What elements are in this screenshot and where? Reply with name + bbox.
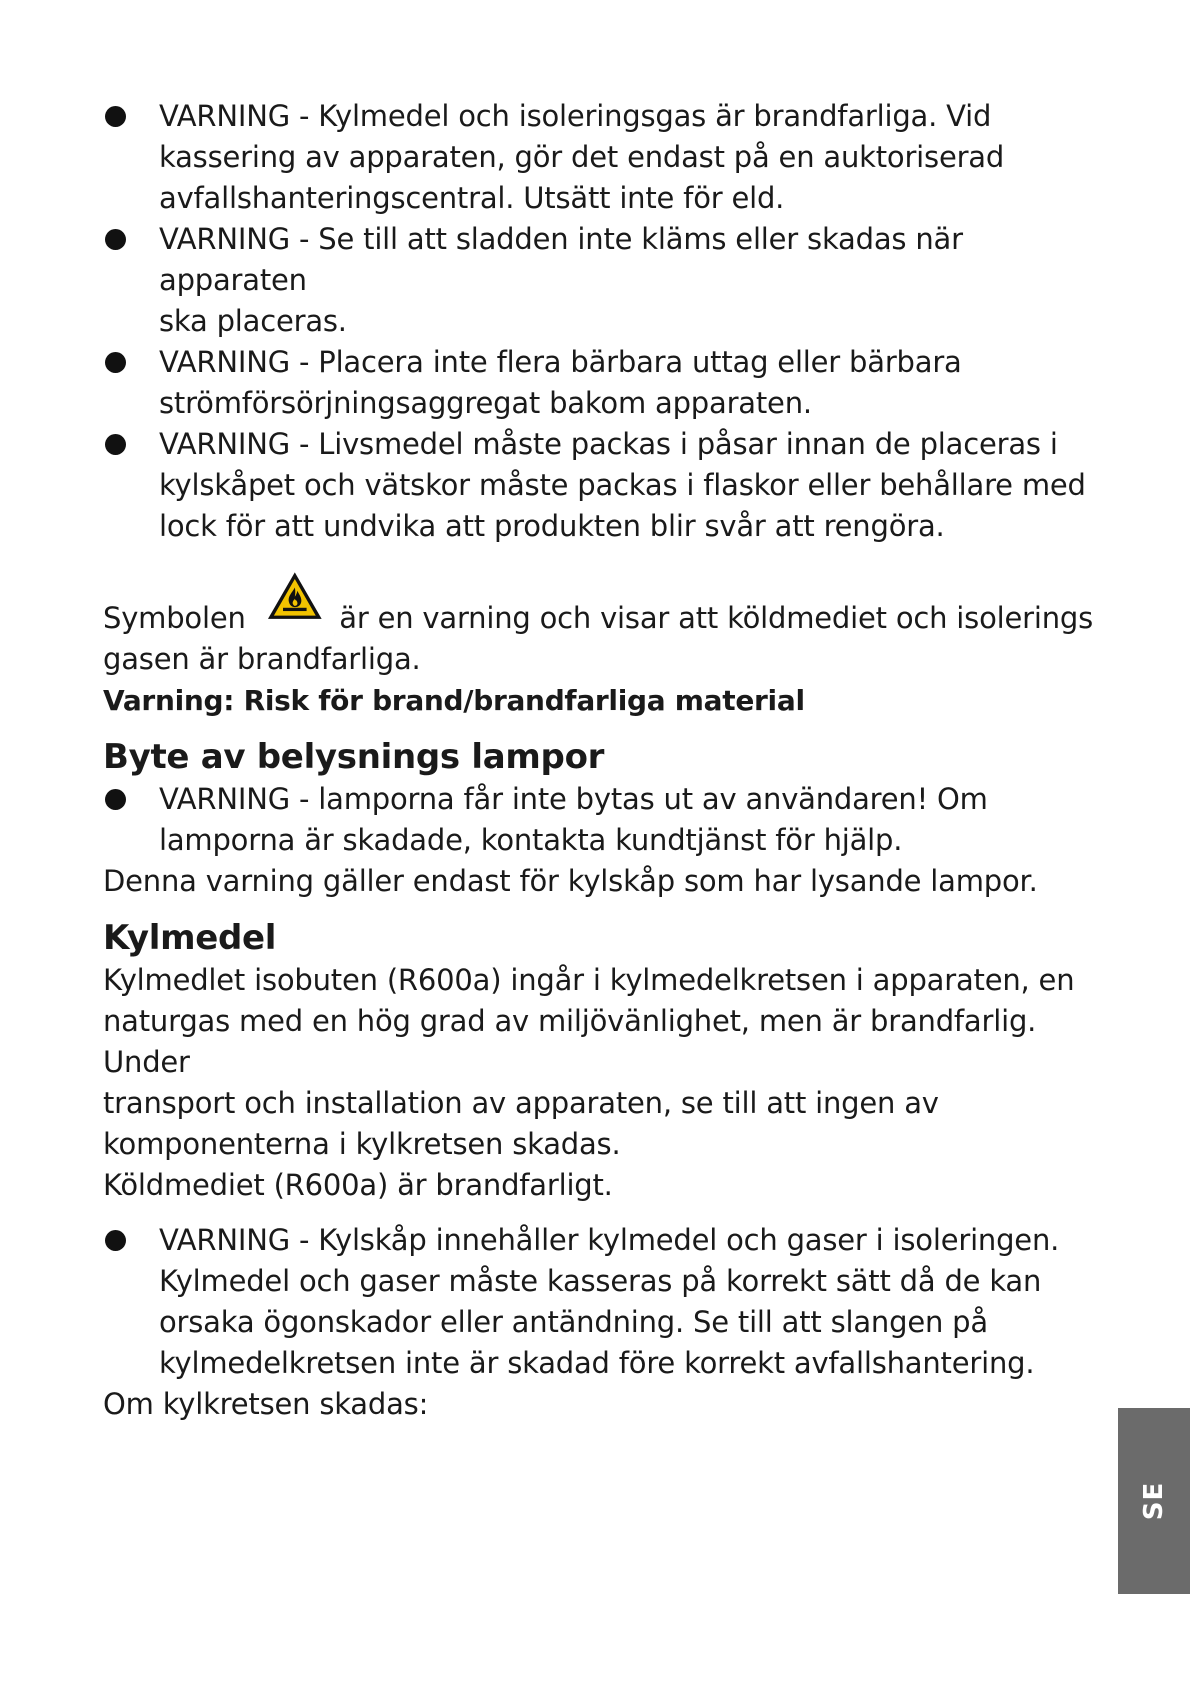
symbol-text-after: är en varning och visar att köldmediet och isolerings xyxy=(339,601,1093,635)
refrigerant-body-line: Köldmediet (R600a) är brandfarligt. xyxy=(103,1168,613,1202)
warning-line: Kylmedel och gaser måste kasseras på korrekt sätt då de kan xyxy=(159,1264,1042,1298)
warning-line: lock för att undvika att produkten blir svår att rengöra. xyxy=(159,509,945,543)
language-tab-label: SE xyxy=(1139,1481,1169,1521)
lamp-note: Denna varning gäller endast för kylskåp som har lysande lampor. xyxy=(103,864,1038,898)
spacer xyxy=(103,1206,1093,1220)
warning-line: VARNING - Se till att sladden inte kläms eller skadas när apparaten xyxy=(159,222,963,297)
refrigerant-warning-bullet xyxy=(103,1220,1093,1384)
refrigerant-body-line: transport och installation av apparaten, se till att ingen av xyxy=(103,1086,939,1120)
warning-line: kassering av apparaten, gör det endast på en auktoriserad xyxy=(159,140,1005,174)
warning-bullet-1 xyxy=(103,96,1093,219)
bullet-dot-icon xyxy=(105,1230,126,1251)
warning-line: avfallshanteringscentral. Utsätt inte för eld. xyxy=(159,181,785,215)
lamp-warning-bullet xyxy=(103,779,1093,861)
refrigerant-body-line: naturgas med en hög grad av miljövänlighet, men är brandfarlig. Under xyxy=(103,1004,1037,1079)
warning-line: lamporna är skadade, kontakta kundtjänst för hjälp. xyxy=(159,823,903,857)
bullet-dot-icon xyxy=(105,229,126,250)
symbol-text-before: Symbolen xyxy=(103,601,246,635)
lamp-section-heading: Byte av belysnings lampor xyxy=(103,737,605,777)
bullet-dot-icon xyxy=(105,789,126,810)
warning-line: strömförsörjningsaggregat bakom apparaten. xyxy=(159,386,812,420)
warning-line: ska placeras. xyxy=(159,304,347,338)
warning-bullet-2 xyxy=(103,219,1093,342)
language-side-tab xyxy=(1118,1408,1190,1594)
warning-line: orsaka ögonskador eller antändning. Se till att slangen på xyxy=(159,1305,988,1339)
warning-line: VARNING - lamporna får inte bytas ut av användaren! Om xyxy=(159,782,988,816)
bullet-dot-icon xyxy=(105,352,126,373)
fire-warning-title: Varning: Risk för brand/brandfarliga material xyxy=(103,684,805,717)
refrigerant-body-line: komponenterna i kylkretsen skadas. xyxy=(103,1127,621,1161)
warning-line: kylskåpet och vätskor måste packas i flaskor eller behållare med xyxy=(159,468,1086,502)
warning-line: VARNING - Kylskåp innehåller kylmedel och gaser i isoleringen. xyxy=(159,1223,1060,1257)
refrigerant-body-line: Kylmedlet isobuten (R600a) ingår i kylmedelkretsen i apparaten, en xyxy=(103,963,1075,997)
warning-line: VARNING - Placera inte flera bärbara uttag eller bärbara xyxy=(159,345,962,379)
symbol-continuation: gasen är brandfarliga. xyxy=(103,642,421,676)
warning-line: VARNING - Kylmedel och isoleringsgas är brandfarliga. Vid xyxy=(159,99,992,133)
warning-bullet-4 xyxy=(103,424,1093,547)
refrigerant-closing: Om kylkretsen skadas: xyxy=(103,1387,429,1421)
bullet-dot-icon xyxy=(105,434,126,455)
refrigerant-section-heading: Kylmedel xyxy=(103,918,277,958)
flammable-warning-icon xyxy=(266,557,324,635)
warning-bullet-3 xyxy=(103,342,1093,424)
symbol-explanation xyxy=(103,557,1093,639)
warning-line: kylmedelkretsen inte är skadad före korrekt avfallshantering. xyxy=(159,1346,1035,1380)
manual-page xyxy=(103,96,1093,1425)
warning-line: VARNING - Livsmedel måste packas i påsar innan de placeras i xyxy=(159,427,1058,461)
bullet-dot-icon xyxy=(105,106,126,127)
